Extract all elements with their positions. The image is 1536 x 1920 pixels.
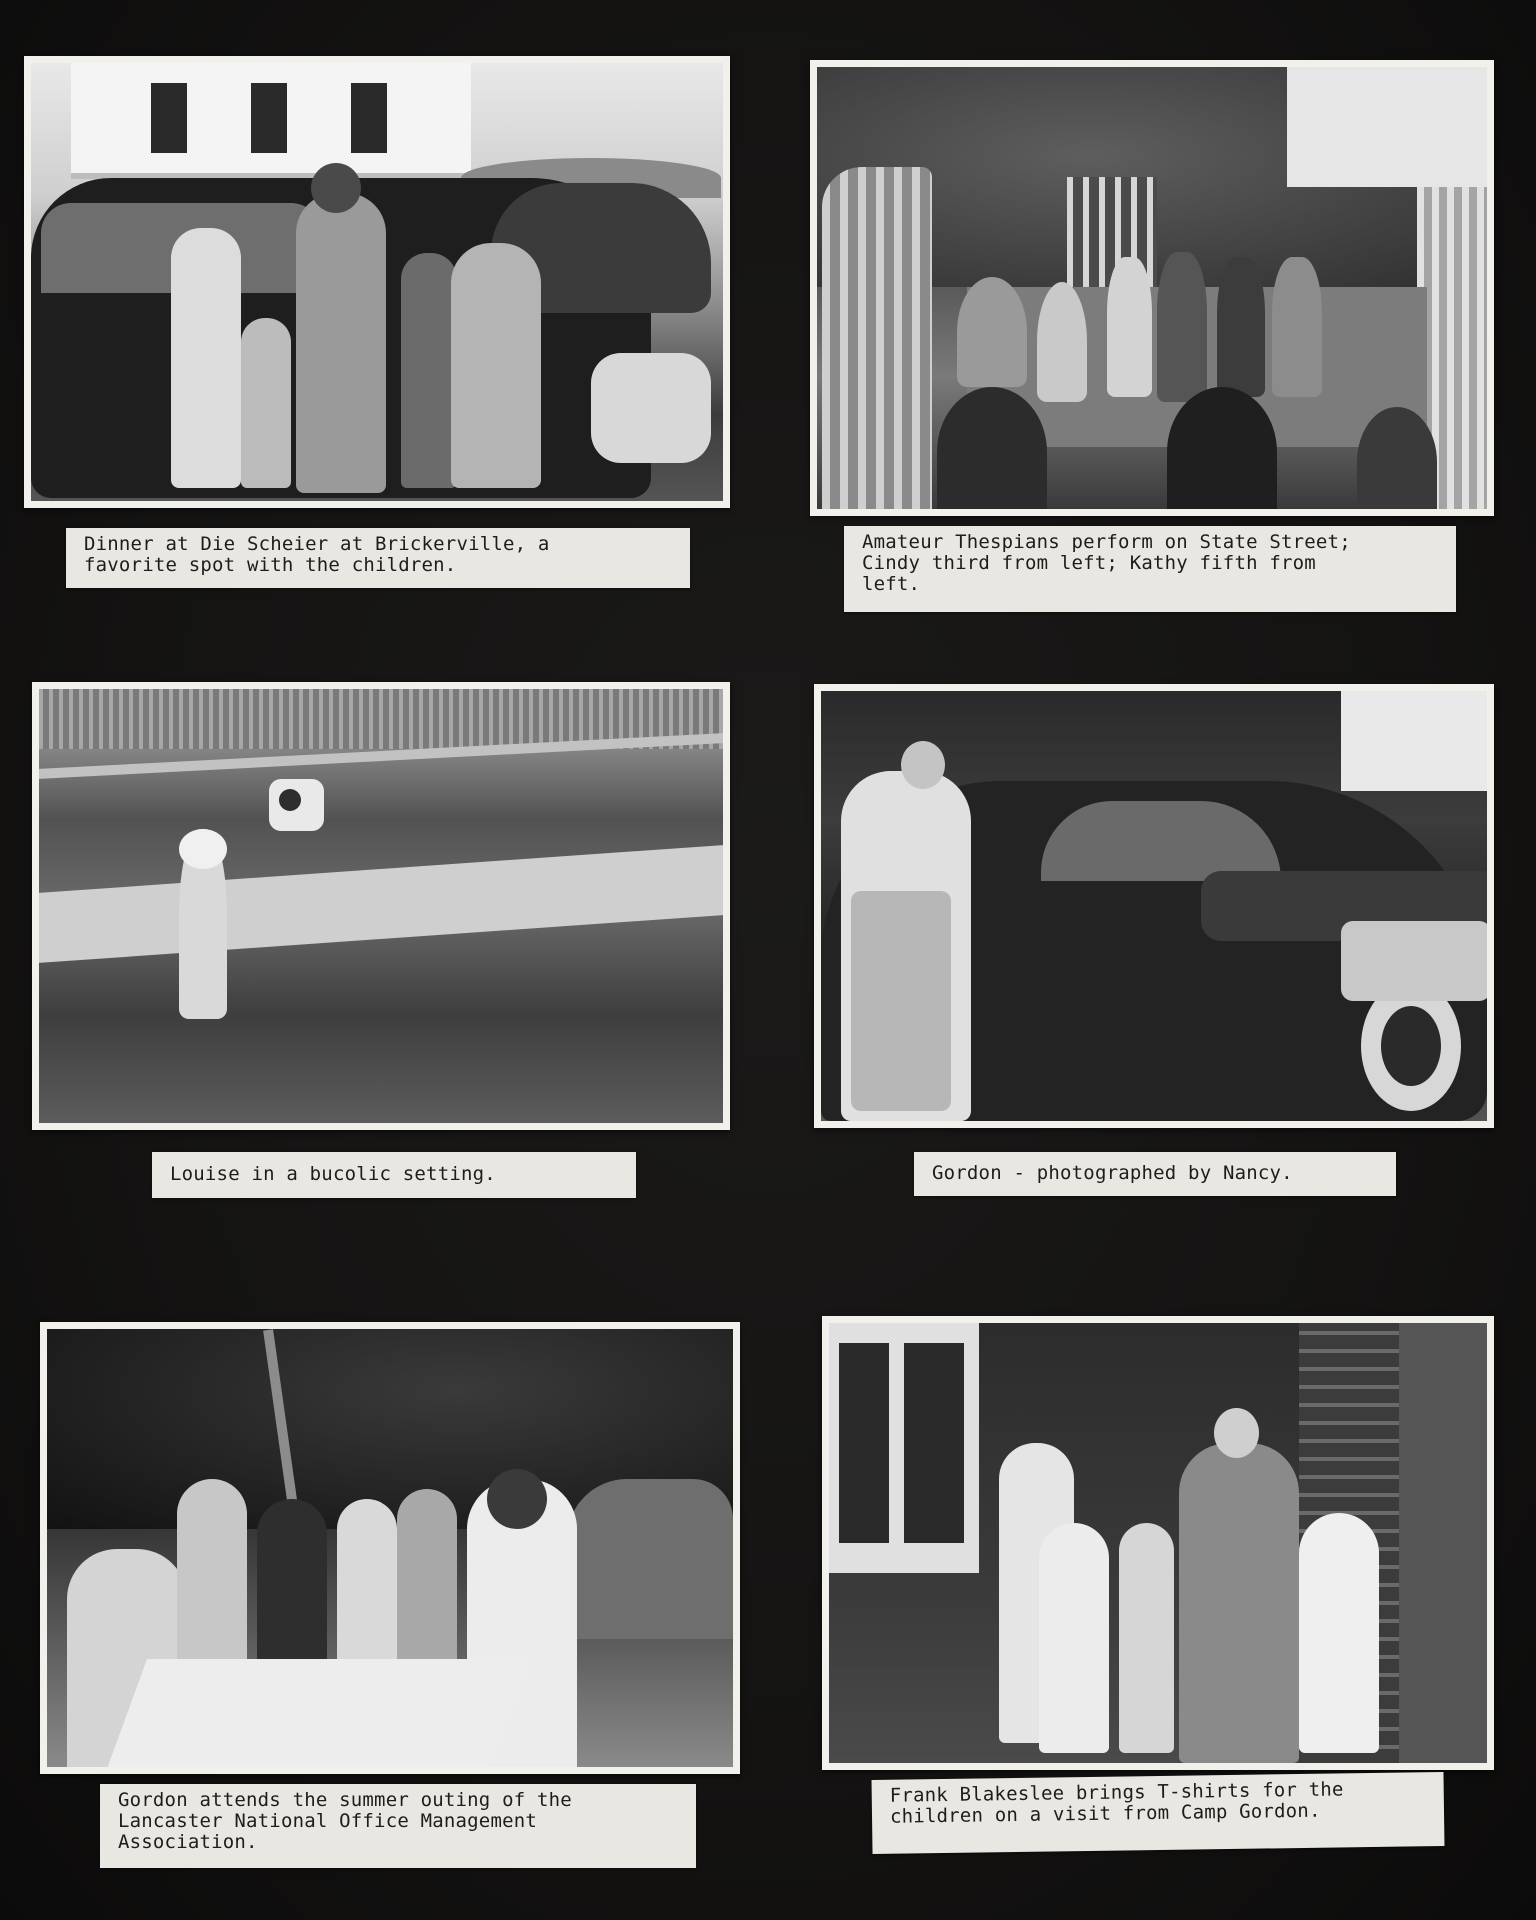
caption-girl-in-pasture: Louise in a bucolic setting.	[152, 1152, 636, 1198]
caption-family-by-car: Dinner at Die Scheier at Brickerville, a favorite spot with the children.	[66, 528, 690, 588]
photo-gordon-with-car	[814, 684, 1494, 1128]
caption-amateur-thespians: Amateur Thespians perform on State Street; Cindy third from left; Kathy fifth from left.	[844, 526, 1456, 612]
caption-frank-blakeslee-tshirts: Frank Blakeslee brings T-shirts for the children on a visit from Camp Gordon.	[872, 1772, 1445, 1854]
photo-girl-in-pasture	[32, 682, 730, 1130]
photo-amateur-thespians	[810, 60, 1494, 516]
caption-gordon-with-car: Gordon - photographed by Nancy.	[914, 1152, 1396, 1196]
photo-family-by-car	[24, 56, 730, 508]
photo-summer-outing	[40, 1322, 740, 1774]
caption-summer-outing: Gordon attends the summer outing of the Lancaster National Office Management Association.	[100, 1784, 696, 1868]
photo-frank-blakeslee-tshirts	[822, 1316, 1494, 1770]
